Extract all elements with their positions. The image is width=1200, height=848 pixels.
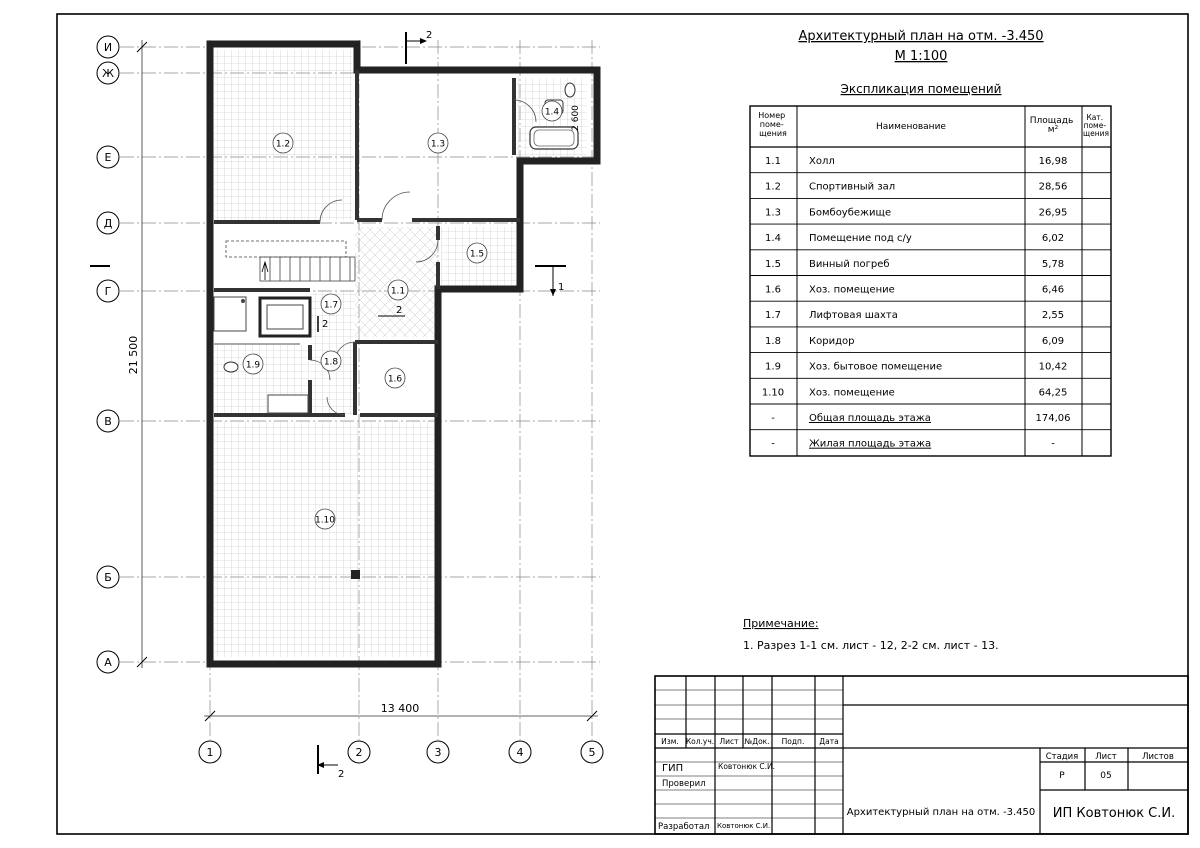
cell-area: - bbox=[1051, 438, 1055, 450]
room-label bbox=[542, 101, 562, 121]
cell-name: Винный погреб bbox=[809, 258, 890, 270]
column bbox=[351, 570, 360, 579]
stamp-sheet-value: 05 bbox=[1100, 771, 1112, 781]
axis-bubble-number bbox=[509, 741, 531, 763]
dim-vertical-label: 21 500 bbox=[127, 335, 140, 375]
title-block bbox=[655, 676, 1188, 834]
axis-bubble-number bbox=[427, 741, 449, 763]
room-label bbox=[243, 354, 263, 374]
note-title: Примечание: bbox=[743, 617, 819, 630]
stamp-col-data: Дата bbox=[819, 737, 839, 746]
explication-table bbox=[750, 106, 1111, 456]
stamp-gip-label: ГИП bbox=[662, 763, 684, 774]
cell-name: Бомбоубежище bbox=[809, 207, 892, 219]
svg-text:1.1: 1.1 bbox=[390, 286, 406, 297]
cell-number: 1.3 bbox=[765, 207, 781, 219]
svg-text:3: 3 bbox=[434, 746, 442, 759]
svg-text:1.7: 1.7 bbox=[323, 300, 339, 311]
stairs bbox=[226, 241, 355, 281]
svg-text:2: 2 bbox=[338, 769, 345, 780]
svg-text:1.3: 1.3 bbox=[430, 139, 446, 150]
svg-text:1: 1 bbox=[558, 282, 565, 293]
axis-bubble-letter bbox=[97, 566, 119, 588]
room-label bbox=[467, 243, 487, 263]
cell-name: Хоз. помещение bbox=[809, 387, 895, 399]
svg-text:1.4: 1.4 bbox=[544, 107, 560, 118]
stamp-col-izm: Изм. bbox=[661, 737, 679, 746]
svg-text:1: 1 bbox=[206, 746, 214, 759]
svg-text:1.10: 1.10 bbox=[314, 515, 336, 526]
cell-area: 16,98 bbox=[1038, 156, 1068, 167]
svg-text:1.2: 1.2 bbox=[275, 139, 291, 150]
svg-text:2: 2 bbox=[322, 319, 329, 330]
cell-area: 6,09 bbox=[1041, 335, 1065, 347]
cell-number: 1.6 bbox=[765, 284, 781, 296]
stamp-col-ndok: №Док. bbox=[744, 737, 770, 746]
room-1-10-floor bbox=[214, 421, 434, 657]
header bbox=[798, 29, 1043, 96]
svg-text:1.9: 1.9 bbox=[245, 360, 261, 371]
svg-text:1.8: 1.8 bbox=[323, 357, 339, 368]
dimension-vertical bbox=[127, 40, 147, 668]
stamp-developed-name: Ковтонюк С.И. bbox=[717, 822, 771, 830]
room-label bbox=[385, 368, 405, 388]
cell-number: 1.10 bbox=[761, 387, 785, 399]
svg-text:1.6: 1.6 bbox=[387, 374, 403, 385]
room-label bbox=[273, 133, 293, 153]
note-text: 1. Разрез 1-1 см. лист - 12, 2-2 см. лист - 13. bbox=[743, 639, 999, 652]
svg-text:1.5: 1.5 bbox=[469, 249, 485, 260]
svg-text:Д: Д bbox=[103, 217, 113, 230]
table-row bbox=[765, 156, 1067, 167]
svg-text:А: А bbox=[104, 656, 112, 669]
table-row bbox=[765, 207, 1067, 218]
washer-icon bbox=[214, 297, 246, 331]
svg-text:Ж: Ж bbox=[102, 67, 114, 80]
room-label bbox=[315, 509, 335, 529]
table-row bbox=[765, 233, 1064, 244]
room-label bbox=[321, 351, 341, 371]
cell-name: Хоз. помещение bbox=[809, 284, 895, 296]
table-row bbox=[765, 182, 1067, 193]
cell-name: Общая площадь этажа bbox=[809, 413, 931, 424]
table-row bbox=[771, 439, 1055, 450]
room-label bbox=[428, 133, 448, 153]
stamp-stage-label: Стадия bbox=[1045, 752, 1079, 762]
table-row bbox=[765, 362, 1067, 373]
axis-bubble-number bbox=[348, 741, 370, 763]
cell-number: 1.2 bbox=[765, 181, 781, 193]
axis-bubble-letter bbox=[97, 62, 119, 84]
svg-text:И: И bbox=[103, 41, 113, 54]
table-row bbox=[765, 310, 1064, 321]
stamp-gip-name: Ковтонюк С.И. bbox=[718, 762, 776, 771]
axis-bubble-letter bbox=[97, 36, 119, 58]
table-row bbox=[765, 259, 1064, 270]
table-row bbox=[765, 336, 1064, 347]
cell-number: 1.5 bbox=[765, 258, 781, 270]
col-number-header: Номер поме- щения bbox=[758, 111, 787, 138]
cell-number: - bbox=[771, 413, 775, 424]
cell-area: 5,78 bbox=[1041, 258, 1065, 270]
col-name-header: Наименование bbox=[876, 122, 946, 132]
plan-scale: М 1:100 bbox=[894, 49, 948, 64]
room-label bbox=[321, 294, 341, 314]
col-category-header: Кат. поме- щения bbox=[1083, 113, 1109, 138]
stamp-sheets-label: Листов bbox=[1142, 752, 1174, 762]
axis-bubble-number bbox=[581, 741, 603, 763]
cell-number: 1.1 bbox=[765, 156, 781, 167]
cell-area: 2,55 bbox=[1041, 310, 1065, 322]
cell-area: 10,42 bbox=[1038, 361, 1068, 373]
axis-bubble-letter bbox=[97, 280, 119, 302]
cell-number: 1.4 bbox=[765, 233, 781, 245]
svg-text:В: В bbox=[104, 415, 112, 428]
cell-name: Лифтовая шахта bbox=[809, 310, 898, 322]
axis-bubble-letter bbox=[97, 410, 119, 432]
cell-area: 64,25 bbox=[1038, 387, 1068, 399]
svg-text:2: 2 bbox=[396, 305, 403, 316]
cell-name: Спортивный зал bbox=[809, 181, 896, 193]
axis-bubble-letter bbox=[97, 212, 119, 234]
stamp-sheet-label: Лист bbox=[1095, 752, 1117, 762]
svg-text:Г: Г bbox=[104, 285, 112, 298]
cell-area: 28,56 bbox=[1038, 181, 1068, 193]
stamp-stage-value: Р bbox=[1059, 771, 1065, 781]
cell-number: 1.7 bbox=[765, 310, 781, 322]
cell-area: 174,06 bbox=[1035, 413, 1071, 424]
cell-name: Жилая площадь этажа bbox=[809, 438, 932, 450]
dimension-horizontal bbox=[204, 702, 598, 721]
cell-name: Помещение под с/у bbox=[809, 233, 912, 245]
cell-number: 1.8 bbox=[765, 335, 781, 347]
cell-area: 6,02 bbox=[1041, 233, 1065, 245]
stamp-drawing-title: Архитектурный план на отм. -3.450 bbox=[846, 807, 1036, 818]
cell-number: 1.9 bbox=[765, 361, 781, 373]
table-row bbox=[771, 413, 1070, 424]
lift-shaft bbox=[260, 298, 310, 336]
axis-bubble-letter bbox=[97, 146, 119, 168]
room-label bbox=[388, 280, 408, 300]
cabinet bbox=[268, 395, 308, 413]
svg-text:5: 5 bbox=[588, 746, 596, 759]
svg-text:2: 2 bbox=[426, 30, 433, 41]
stamp-developed-label: Разработал bbox=[658, 822, 710, 832]
cell-area: 26,95 bbox=[1038, 207, 1068, 219]
cell-name: Хоз. бытовое помещение bbox=[809, 361, 943, 373]
dim-small-label: 2 600 bbox=[571, 105, 581, 131]
stamp-col-koluch: Кол.уч. bbox=[685, 737, 715, 746]
svg-text:2: 2 bbox=[355, 746, 363, 759]
svg-text:Е: Е bbox=[104, 151, 112, 164]
dimension-small bbox=[571, 105, 581, 131]
cell-name: Коридор bbox=[809, 335, 855, 347]
cell-number: - bbox=[771, 438, 775, 450]
svg-text:Б: Б bbox=[104, 571, 112, 584]
col-area-header: Площадь м² bbox=[1029, 116, 1074, 135]
cell-name: Холл bbox=[809, 156, 835, 167]
explication-title: Экспликация помещений bbox=[840, 82, 1002, 96]
table-row bbox=[762, 387, 1067, 398]
floor-plan bbox=[90, 30, 603, 780]
stamp-checked-label: Проверил bbox=[662, 779, 706, 789]
axis-bubble-number bbox=[199, 741, 221, 763]
dim-horizontal-label: 13 400 bbox=[380, 702, 420, 715]
svg-text:4: 4 bbox=[516, 746, 524, 759]
table-row bbox=[765, 285, 1064, 296]
plan-title: Архитектурный план на отм. -3.450 bbox=[798, 29, 1044, 44]
stamp-col-podp: Подп. bbox=[781, 737, 805, 746]
note bbox=[743, 617, 999, 652]
stamp-col-list: Лист bbox=[719, 737, 739, 746]
section-marker-2-bottom bbox=[317, 745, 344, 780]
cell-area: 6,46 bbox=[1041, 284, 1065, 296]
axis-bubble-letter bbox=[97, 651, 119, 673]
stamp-company: ИП Ковтонюк С.И. bbox=[1052, 806, 1176, 821]
